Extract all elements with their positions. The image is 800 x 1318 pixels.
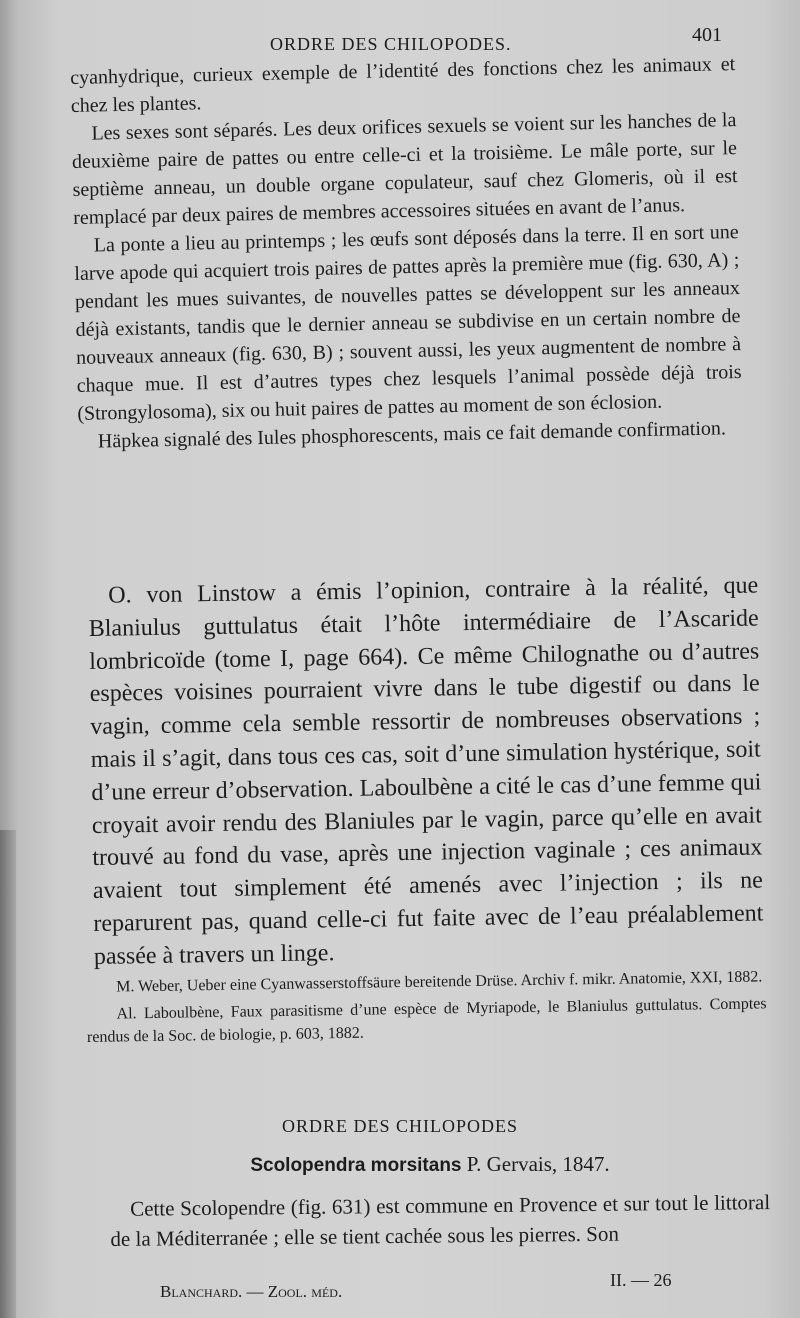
running-head: ORDRE DES CHILOPODES. [270, 34, 512, 54]
references-block [86, 965, 767, 1053]
page-edge-shadow [0, 830, 16, 1318]
reference-laboulbene: Al. Laboulbène, Faux parasitisme d’une espèce de Myriapode, le Blaniulus guttulatus. Comptes rendus de la Soc. de biologie, p. 603, 1882. [86, 995, 767, 1046]
reference-weber: M. Weber, Ueber eine Cyanwasserstoffsäure bereitende Drüse. Archiv f. mikr. Anatomie, XXI, 1882. [116, 968, 763, 996]
species-heading [0, 1152, 800, 1177]
top-text-block [70, 50, 743, 456]
bottom-text-block [110, 1187, 771, 1254]
page-number: 401 [692, 24, 722, 46]
paragraph-linstow: O. von Linstow a émis l’opinion, contraire à la réalité, que Blaniulus guttulatus était l’hôte intermédiaire de l’Ascaride lombricoïde (tome I, page 664). Ce même Chilognathe ou d’autres espèces voisines pourraient vivre dans le tube digestif ou dans le vagin, comme cela semble ressortir de nombreuses observations ; mais il s’agit, dans tous ces cas, soit d’une simulation hystérique, soit d’une erreur d’observation. Laboulbène a cité le cas d’une femme qui croyait avoir rendu des Blaniules par le vagin, parce qu’elle en avait trouvé au fond du vase, après une injection vaginale ; ces animaux avaient tout simplement été amenés avec l’injection ; ils ne reparurent pas, quand celle-ci fut faite avec de l’eau préalablement passée à travers un linge. [88, 572, 764, 970]
footer-signature: II. — 26 [610, 1270, 672, 1290]
main-text-block [88, 569, 764, 973]
paragraph-ponte: La ponte a lieu au printemps ; les œufs sont déposés dans la terre. Il en sort une larve apode qui acquiert trois paires de pattes après la première mue (fig. 630, A) ; pendant les mues suivantes, de nouvelles pattes se développent sur les anneaux déjà existants, tandis que le dernier anneau se subdivise en un certain nombre de nouveaux anneaux (fig. 630, B) ; souvent aussi, les yeux augmentent de nombre à chaque mue. Il est d’autres types chez lesquels l’animal possède déjà trois (Strongylosoma), six ou huit paires de pattes au moment de son éclosion. [74, 221, 742, 425]
paragraph-sexes: Les sexes sont séparés. Les deux orifices sexuels se voient sur les hanches de la deuxième paire de pattes ou entre celle-ci et la troisième. Le mâle porte, sur le septième anneau, un double organe copulateur, sauf chez Glomeris, où il est remplacé par deux paires de membres accessoires situées en avant de l’anus. [71, 109, 738, 229]
paragraph-hapke: Häpkea signalé des Iules phosphorescents, mais ce fait demande confirmation. [97, 417, 727, 453]
paragraph-scolopendre: Cette Scolopendre (fig. 631) est commune en Provence et sur tout le littoral de la Méditerranée ; elle se tient cachée sous les pierres. Son [110, 1190, 771, 1251]
footer-author: Blanchard. — Zool. méd. [160, 1282, 343, 1301]
paragraph-continuation: cyanhydrique, curieux exemple de l’identité des fonctions chez les animaux et chez les plantes. [70, 53, 736, 117]
species-authority: P. Gervais, 1847. [466, 1152, 610, 1176]
section-title: ORDRE DES CHILOPODES [281, 1116, 519, 1136]
species-name: Scolopendra morsitans [250, 1155, 462, 1176]
